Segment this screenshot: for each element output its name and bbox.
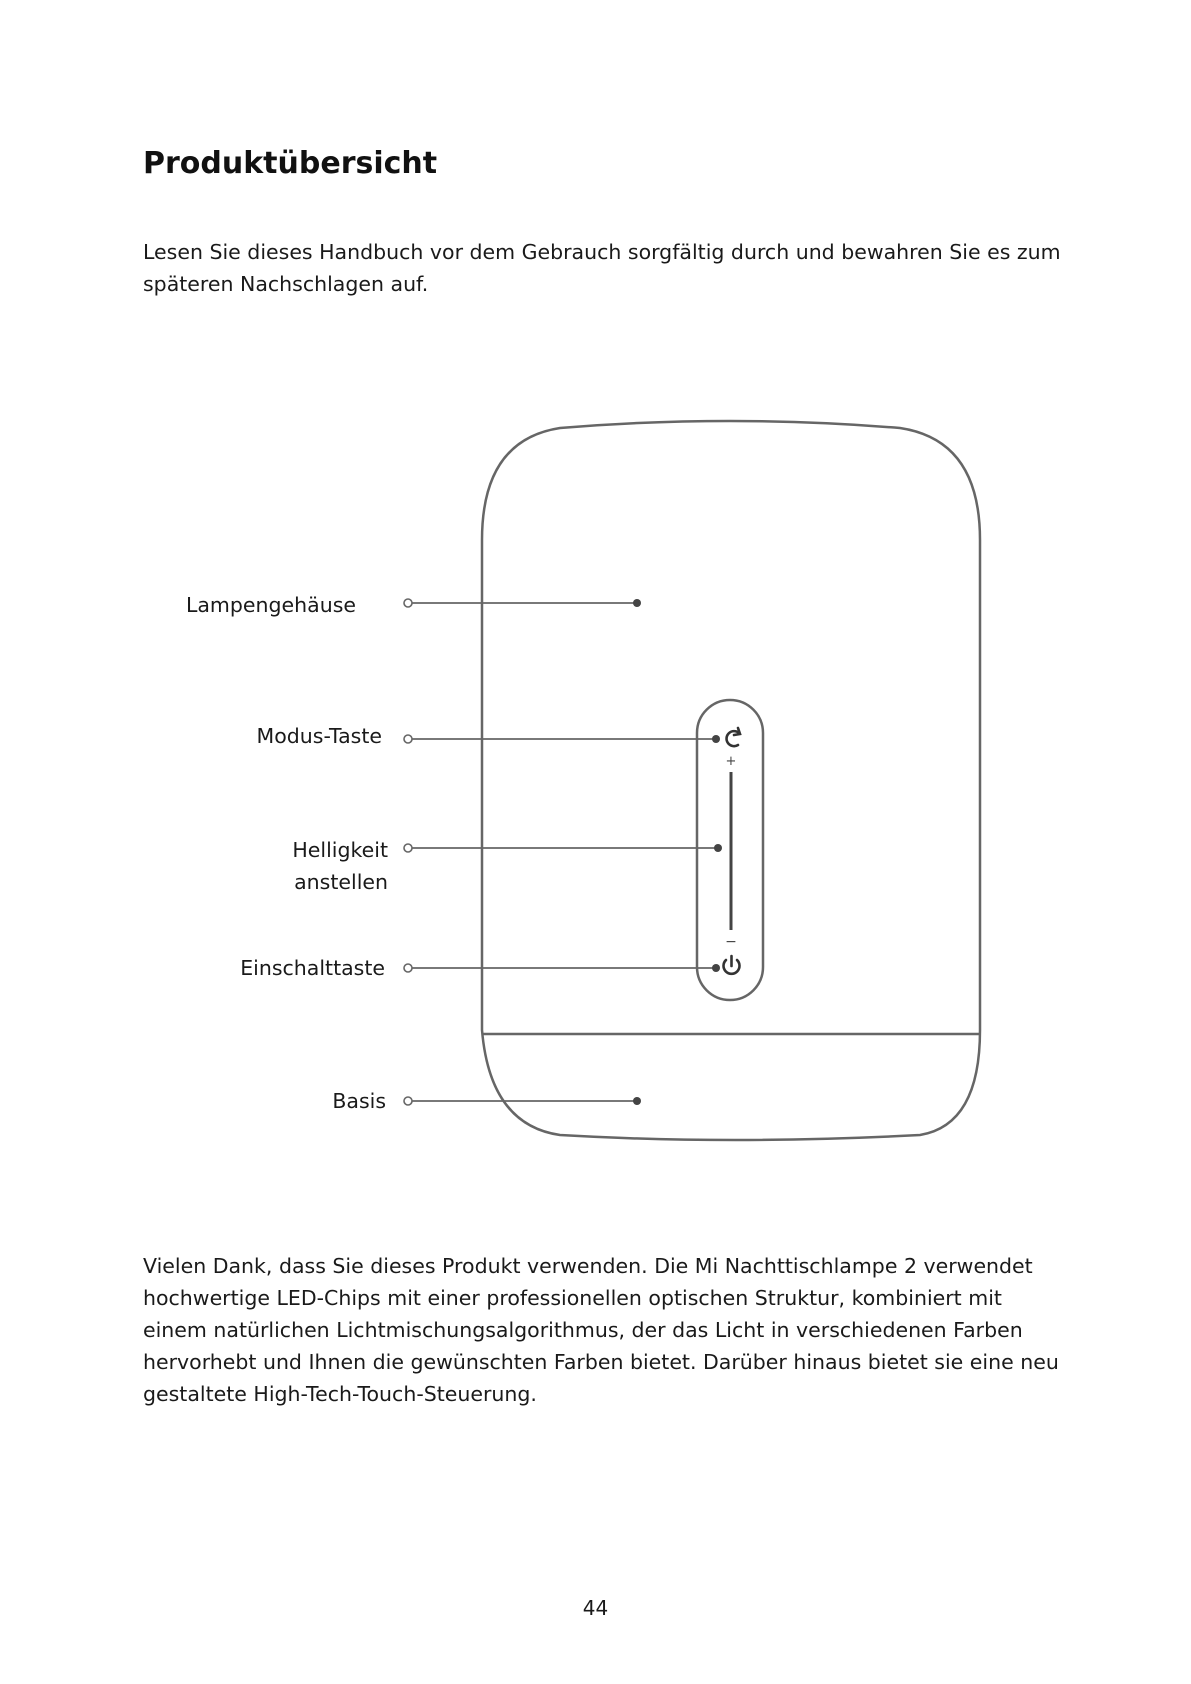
leader-end-dot: [712, 964, 720, 972]
leader-end-dot: [633, 599, 641, 607]
label-mode-button: Modus-Taste: [256, 724, 382, 748]
label-brightness-line1: Helligkeit: [292, 838, 388, 862]
page-number: 44: [582, 1596, 609, 1620]
leader-start-dot: [404, 735, 412, 743]
leader-start-dot: [404, 844, 412, 852]
label-brightness-line2: anstellen: [294, 870, 388, 894]
leader-end-dot: [633, 1097, 641, 1105]
minus-sign: −: [725, 934, 737, 950]
body-paragraph: Vielen Dank, dass Sie dieses Produkt verwenden. Die Mi Nachttischlampe 2 verwendet hochwertige LED-Chips mit einer professionellen optischen Struktur, kombiniert mit einem natürlichen Lichtmischungsalgorithmus, der das Licht in verschiedenen Farben hervorhebt und Ihnen die gewünschten Farben bietet. Darüber hinaus bietet sie eine neu gestaltete High-Tech-Touch-Steuerung.: [143, 1254, 1059, 1406]
label-power-button: Einschalttaste: [240, 956, 385, 980]
page-title: Produktübersicht: [143, 146, 438, 181]
power-icon: [724, 956, 740, 974]
leader-start-dot: [404, 599, 412, 607]
intro-paragraph: Lesen Sie dieses Handbuch vor dem Gebrauch sorgfältig durch und bewahren Sie es zum späteren Nachschlagen auf.: [143, 240, 1061, 296]
plus-sign: +: [725, 754, 737, 769]
leader-start-dot: [404, 1097, 412, 1105]
leader-start-dot: [404, 964, 412, 972]
label-base: Basis: [332, 1089, 386, 1113]
refresh-icon: [727, 728, 740, 746]
leader-end-dot: [712, 735, 720, 743]
leader-end-dot: [714, 844, 722, 852]
label-lamp-housing: Lampengehäuse: [185, 593, 356, 617]
